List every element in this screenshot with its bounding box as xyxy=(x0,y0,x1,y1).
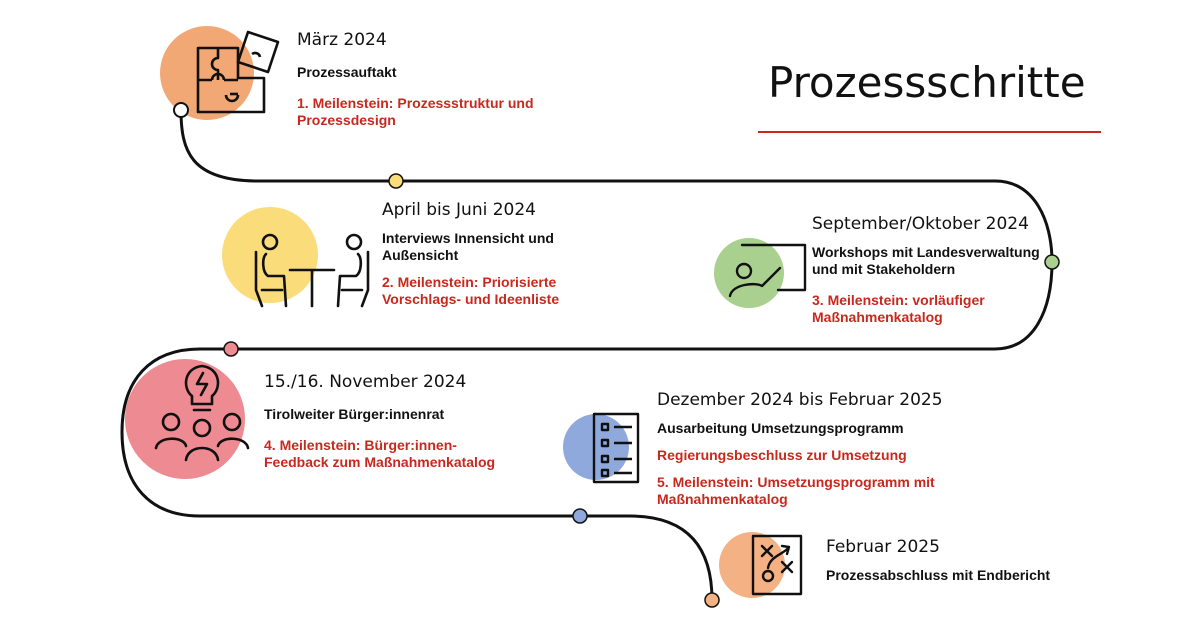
page-title: Prozessschritte xyxy=(768,58,1086,107)
node-step1 xyxy=(174,103,188,117)
step-description: Workshops mit Landesverwaltung und mit Stakeholdern xyxy=(812,244,1040,277)
step-description: Prozessabschluss mit Endbericht xyxy=(826,567,1051,583)
step-date: 15./16. November 2024 xyxy=(264,372,467,392)
step-description: Ausarbeitung Umsetzungsprogramm xyxy=(657,420,904,436)
step-description: Tirolweiter Bürger:innenrat xyxy=(264,406,445,422)
step-description: Prozessauftakt xyxy=(297,64,397,80)
step-date: April bis Juni 2024 xyxy=(382,200,536,220)
step5-circle xyxy=(563,414,629,480)
timeline-path xyxy=(122,110,1052,600)
step-date: März 2024 xyxy=(297,30,387,50)
title-underline xyxy=(758,131,1101,133)
node-blue xyxy=(573,509,587,523)
step-4 xyxy=(264,372,514,471)
step-1 xyxy=(297,30,557,129)
step4-circle xyxy=(125,359,245,479)
step-date: Dezember 2024 bis Februar 2025 xyxy=(657,390,943,410)
step-description: Interviews Innensicht und Außensicht xyxy=(382,230,554,263)
step-3 xyxy=(812,214,1042,326)
step-date: September/Oktober 2024 xyxy=(812,214,1029,234)
step-milestone: 2. Meilenstein: Priorisierte Vorschlags- und Ideenliste xyxy=(382,274,560,307)
step1-circle xyxy=(160,26,254,120)
step-note: Regierungsbeschluss zur Umsetzung xyxy=(657,447,907,463)
node-pink xyxy=(224,342,238,356)
step-milestone: 5. Meilenstein: Umsetzungsprogramm mit Maßnahmenkatalog xyxy=(657,474,935,507)
step-2 xyxy=(382,200,607,308)
step-milestone: 3. Meilenstein: vorläufiger Maßnahmenkatalog xyxy=(812,292,985,325)
step-milestone: 4. Meilenstein: Bürger:innen-Feedback zum Maßnahmenkatalog xyxy=(264,437,496,470)
node-yellow xyxy=(389,174,403,188)
node-end xyxy=(705,593,719,607)
step-date: Februar 2025 xyxy=(826,537,940,557)
node-green xyxy=(1045,255,1059,269)
step-6 xyxy=(826,537,1126,584)
step2-circle xyxy=(222,207,318,303)
step-5 xyxy=(657,390,997,508)
step-milestone: 1. Meilenstein: Prozessstruktur und Prozessdesign xyxy=(297,95,534,128)
